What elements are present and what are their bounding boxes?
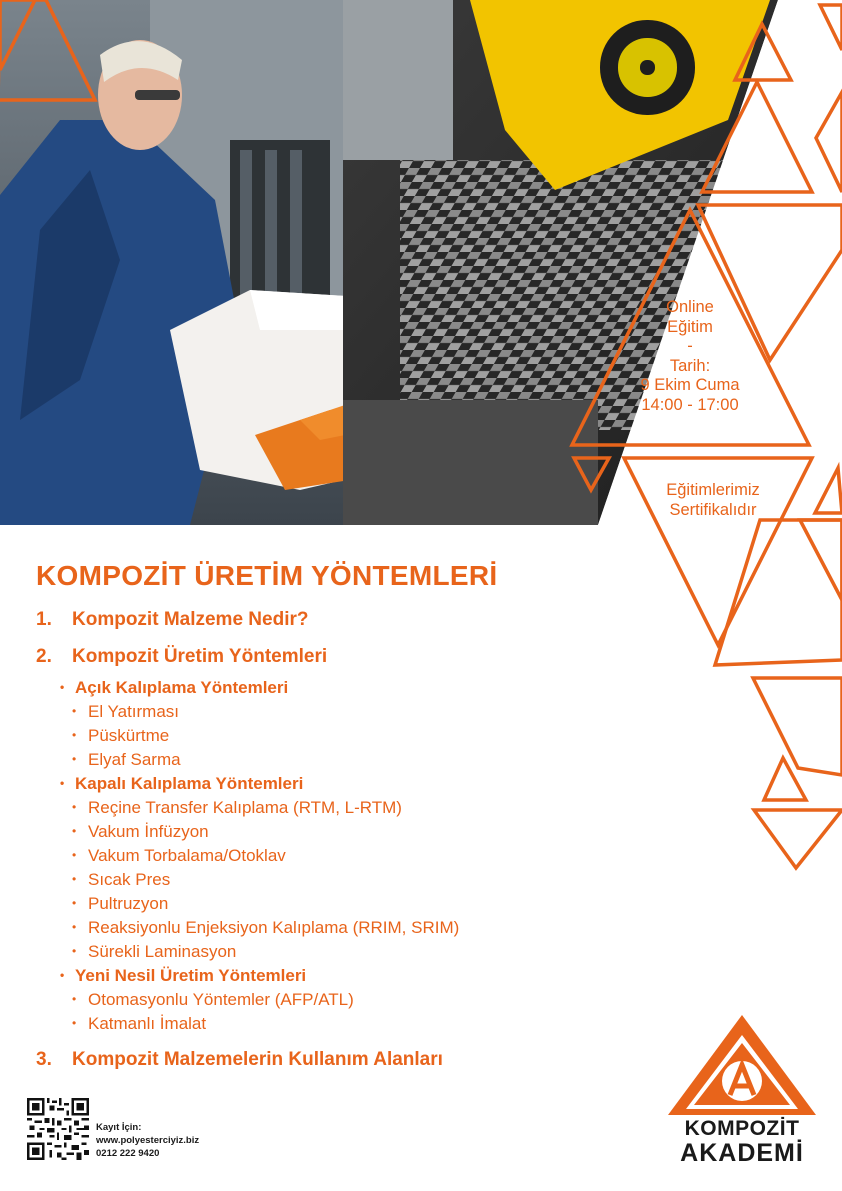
info-line-training: Eğitim bbox=[667, 317, 713, 336]
logo-text-kompozit: KOMPOZİT bbox=[684, 1117, 800, 1140]
method-item bbox=[72, 894, 168, 914]
method-item bbox=[72, 702, 179, 722]
method-item-label: Vakum İnfüzyon bbox=[88, 822, 209, 841]
method-group-label: Yeni Nesil Üretim Yöntemleri bbox=[75, 966, 307, 985]
method-item-label: El Yatırması bbox=[88, 702, 180, 721]
method-item-label: Reçine Transfer Kalıplama (RTM, L-RTM) bbox=[88, 798, 402, 817]
method-item-label: Sıcak Pres bbox=[88, 870, 171, 889]
registration-phone[interactable]: 0212 222 9420 bbox=[96, 1148, 160, 1159]
bullet: • bbox=[72, 752, 77, 766]
info-box bbox=[620, 298, 760, 415]
method-item bbox=[72, 726, 169, 746]
bullet: • bbox=[72, 824, 77, 838]
method-item-label: Katmanlı İmalat bbox=[88, 1014, 207, 1033]
method-item bbox=[72, 798, 402, 818]
bullet: • bbox=[72, 920, 77, 934]
info-line-online: Online bbox=[666, 298, 714, 316]
method-item-label: Elyaf Sarma bbox=[88, 750, 181, 769]
section-number: 2. bbox=[36, 646, 52, 667]
section-item bbox=[36, 609, 308, 631]
bullet: • bbox=[72, 704, 77, 718]
bullet: • bbox=[72, 896, 77, 910]
method-item-label: Vakum Torbalama/Otoklav bbox=[88, 846, 286, 865]
method-item bbox=[72, 1014, 206, 1034]
logo-text-akademi: AKADEMİ bbox=[680, 1139, 804, 1167]
method-item bbox=[72, 846, 286, 866]
method-item-label: Otomasyonlu Yöntemler (AFP/ATL) bbox=[88, 990, 354, 1009]
certificate-box bbox=[643, 481, 783, 520]
method-item-label: Pultruzyon bbox=[88, 894, 169, 913]
section-label: Kompozit Malzemelerin Kullanım Alanları bbox=[72, 1049, 443, 1070]
bullet: • bbox=[72, 872, 77, 886]
section-label: Kompozit Malzeme Nedir? bbox=[72, 609, 309, 630]
method-group bbox=[60, 966, 306, 986]
method-item bbox=[72, 918, 459, 938]
method-group bbox=[60, 774, 303, 794]
method-item bbox=[72, 750, 181, 770]
info-line-date-label: Tarih: bbox=[669, 356, 711, 375]
section-item bbox=[36, 1049, 443, 1071]
section-label: Kompozit Üretim Yöntemleri bbox=[72, 646, 328, 667]
info-line-date: 9 Ekim Cuma bbox=[640, 376, 740, 394]
bullet: • bbox=[60, 680, 65, 694]
method-group-label: Kapalı Kalıplama Yöntemleri bbox=[75, 774, 304, 793]
bullet: • bbox=[72, 848, 77, 862]
method-group bbox=[60, 678, 288, 698]
bullet: • bbox=[72, 944, 77, 958]
bullet: • bbox=[72, 1016, 77, 1030]
page-title: KOMPOZİT ÜRETİM YÖNTEMLERİ bbox=[36, 560, 498, 591]
method-item bbox=[72, 870, 170, 890]
section-item bbox=[36, 646, 327, 668]
registration-label: Kayıt İçin: bbox=[96, 1122, 142, 1133]
method-group-label: Açık Kalıplama Yöntemleri bbox=[75, 678, 289, 697]
bullet: • bbox=[72, 800, 77, 814]
certificate-line-2: Sertifikalıdır bbox=[669, 500, 757, 519]
method-item-label: Sürekli Laminasyon bbox=[88, 942, 237, 961]
bullet: • bbox=[72, 992, 77, 1006]
method-item bbox=[72, 822, 209, 842]
bullet: • bbox=[72, 728, 77, 742]
method-item bbox=[72, 990, 354, 1010]
registration-info bbox=[96, 1121, 199, 1160]
certificate-line-1: Eğitimlerimiz bbox=[666, 481, 760, 499]
section-number: 1. bbox=[36, 609, 52, 630]
info-line-time: 14:00 - 17:00 bbox=[641, 395, 739, 414]
method-item-label: Reaksiyonlu Enjeksiyon Kalıplama (RRIM, SRIM) bbox=[88, 918, 460, 937]
registration-website-link[interactable]: www.polyesterciyiz.biz bbox=[96, 1135, 200, 1146]
section-number: 3. bbox=[36, 1049, 52, 1070]
info-line-dash: - bbox=[687, 337, 693, 355]
bullet: • bbox=[60, 968, 65, 982]
method-item-label: Püskürtme bbox=[88, 726, 170, 745]
bullet: • bbox=[60, 776, 65, 790]
method-item bbox=[72, 942, 236, 962]
qr-code-icon[interactable] bbox=[27, 1098, 89, 1160]
